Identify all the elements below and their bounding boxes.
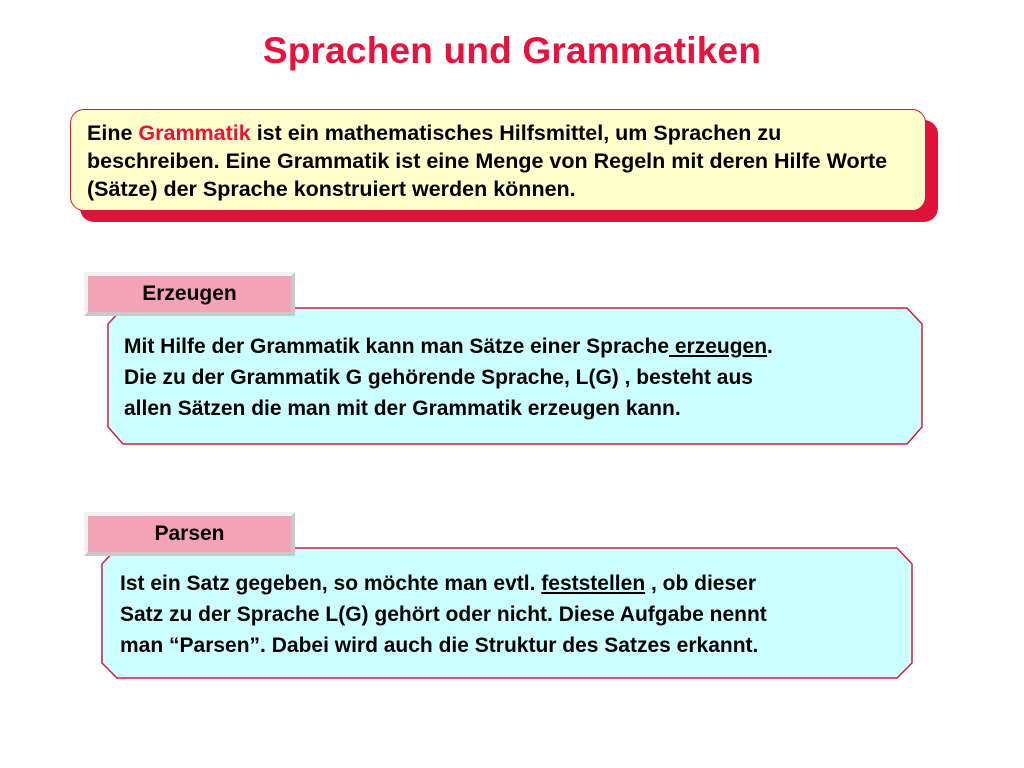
parsen-line-3: man “Parsen”. Dabei wird auch die Struktur des Satzes erkannt. [120,634,759,657]
erzeugen-line-1-pre: Mit Hilfe der Grammatik kann man Sätze einer Sprache [124,335,670,358]
parsen-line-1-pre: Ist ein Satz gegeben, so möchte man evtl. [120,572,542,595]
erzeugen-line-1-post: . [767,335,773,358]
parsen-line-1 [120,568,767,599]
section-tab-parsen: Parsen [84,512,295,556]
erzeugen-line-2: Die zu der Grammatik G gehörende Sprache, L(G) , besteht aus [124,366,753,389]
erzeugen-line-1 [124,331,773,362]
erzeugen-line-3: allen Sätzen die man mit der Grammatik erzeugen kann. [124,397,681,420]
parsen-underlined-word: feststellen [541,572,646,595]
erzeugen-underlined-word: erzeugen [669,335,768,358]
page-title: Sprachen und Grammatiken [262,30,762,71]
erzeugen-text [124,331,773,424]
intro-highlight-grammatik: Grammatik [138,121,251,145]
section-tab-erzeugen: Erzeugen [84,272,295,316]
intro-text-post: ist ein mathematisches Hilfsmittel, um Sprachen zu beschreiben. Eine Grammatik ist eine Menge von Regeln mit deren Hilfe Worte (Sätze) der Sprache konstruiert werden können. [87,121,888,201]
parsen-line-2: Satz zu der Sprache L(G) gehört oder nicht. Diese Aufgabe nennt [120,603,767,626]
parsen-line-1-post: , ob dieser [645,572,757,595]
intro-text-pre: Eine [87,121,139,145]
parsen-text [120,568,767,661]
